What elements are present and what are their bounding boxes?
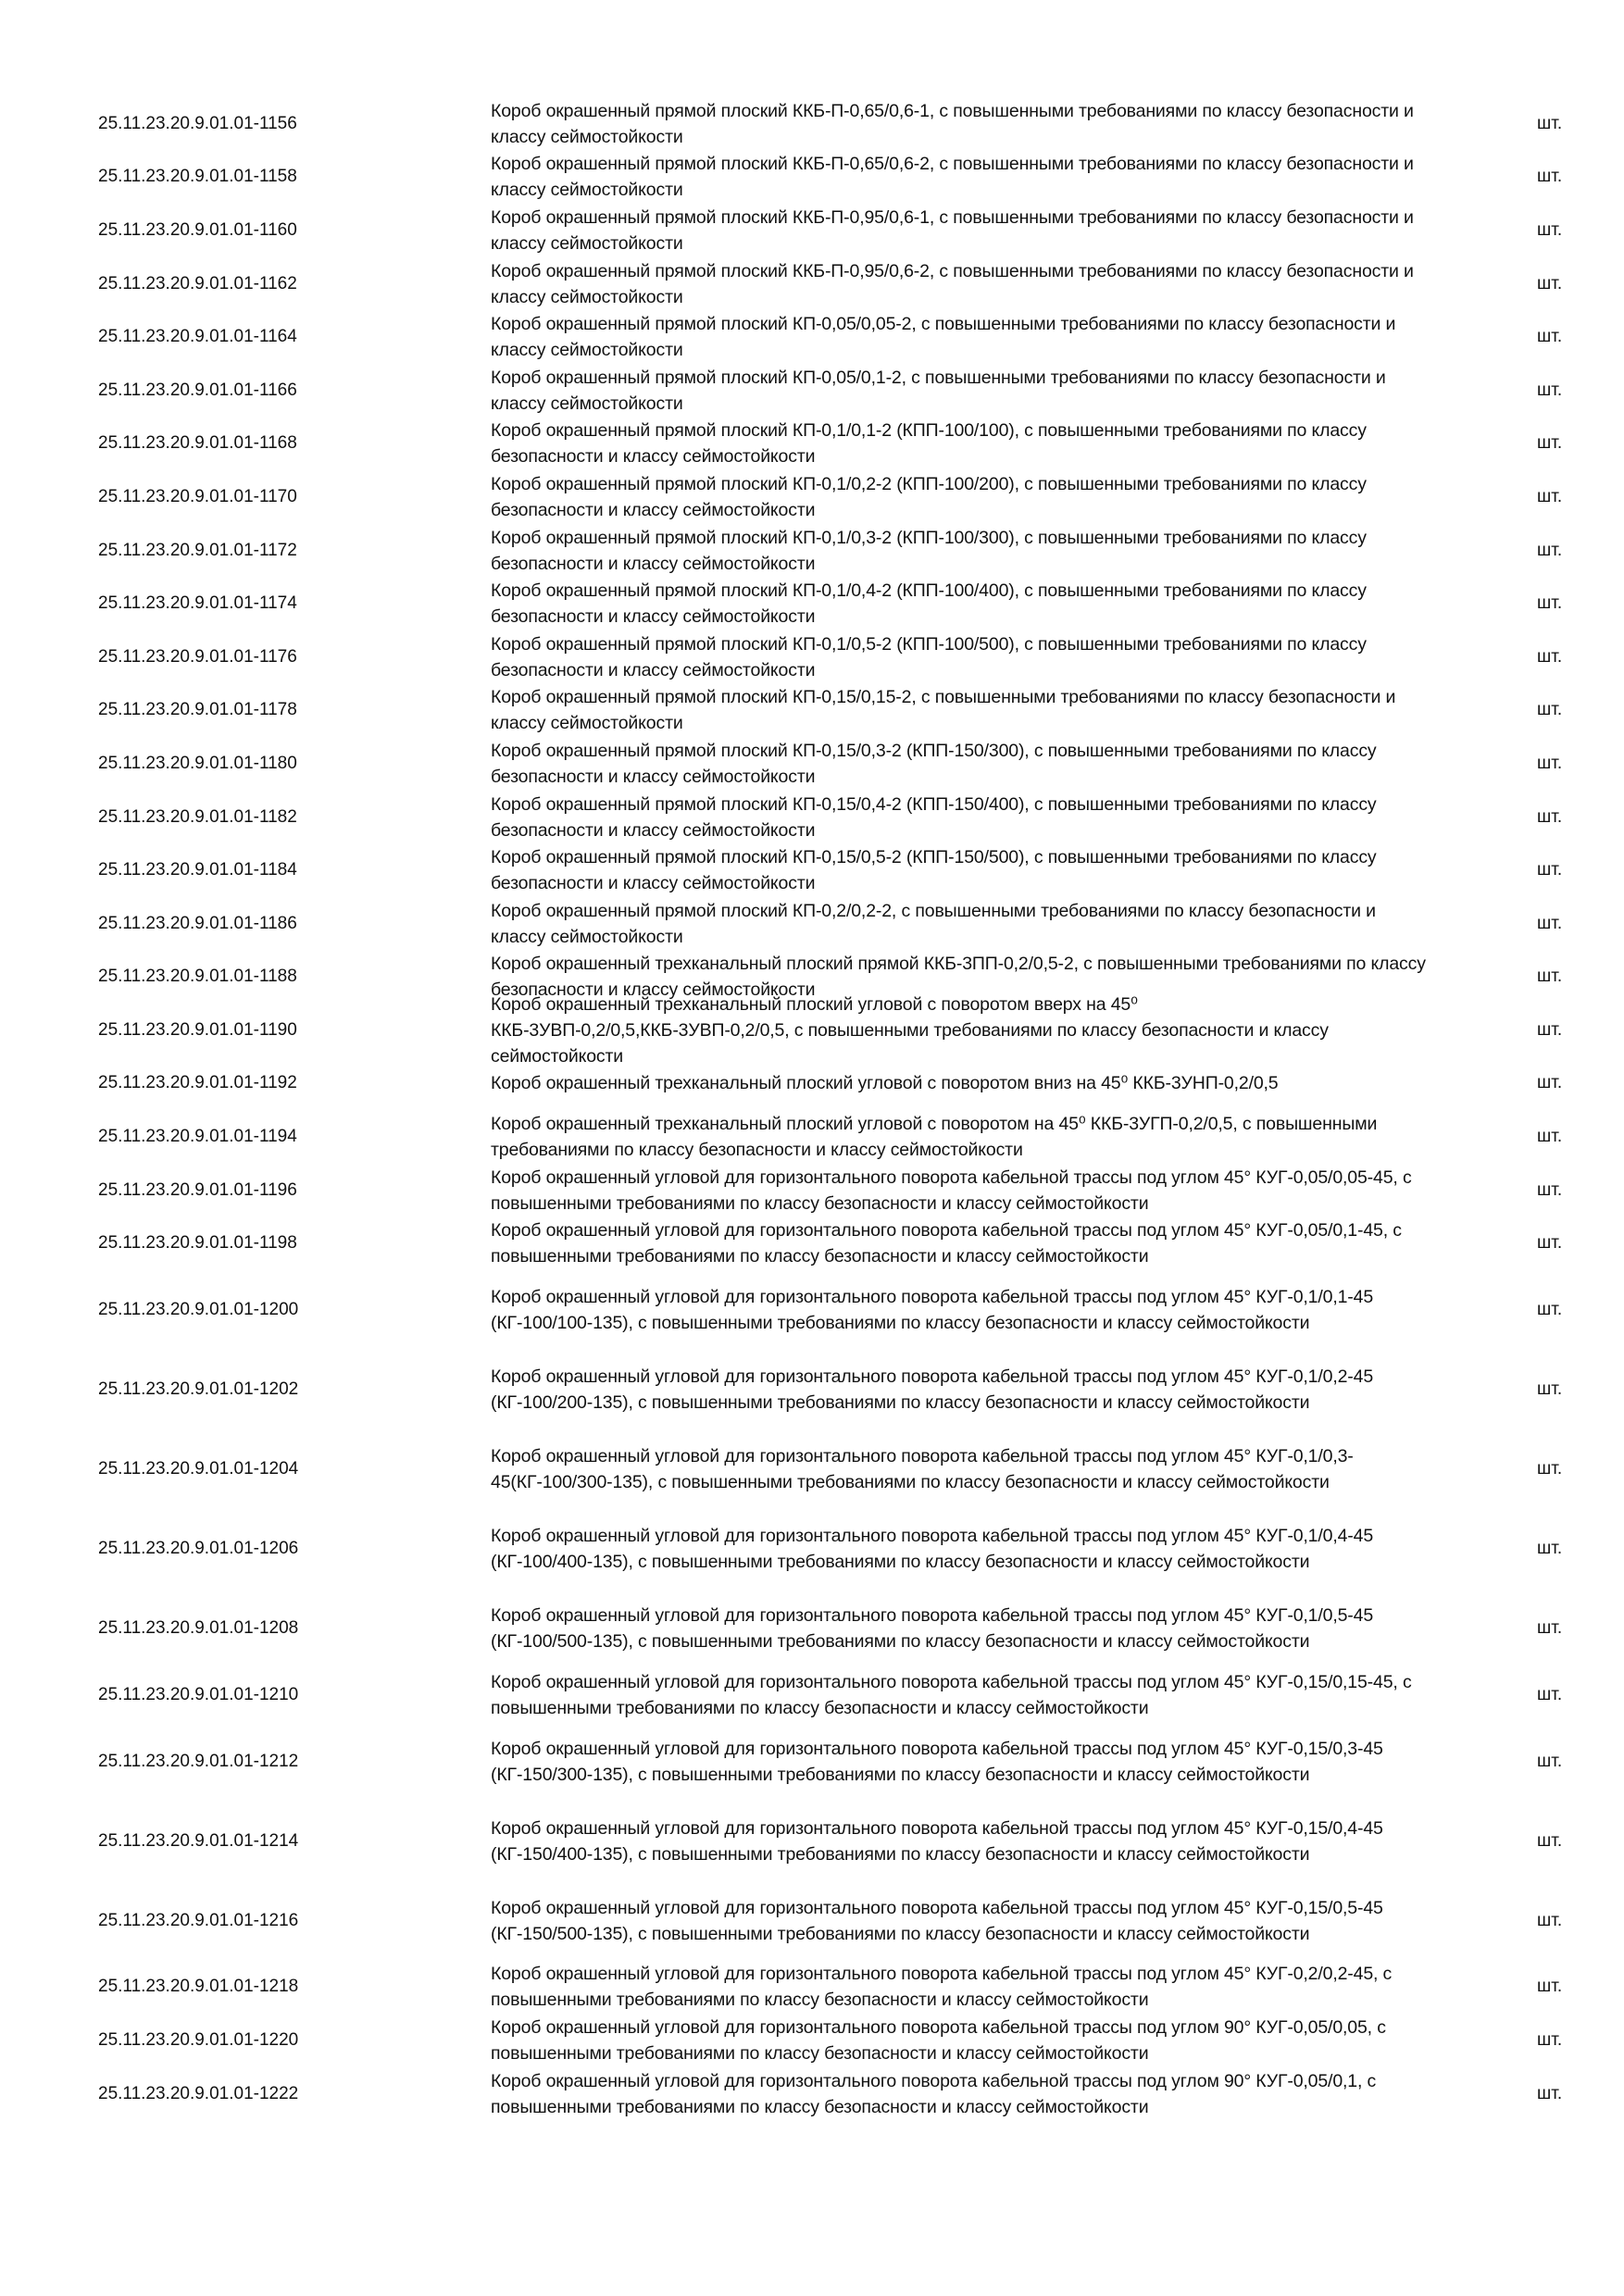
- item-code: 25.11.23.20.9.01.01-1156: [98, 113, 297, 133]
- item-code: 25.11.23.20.9.01.01-1174: [98, 593, 297, 614]
- item-unit: шт.: [1537, 273, 1563, 293]
- table-row: [0, 310, 1624, 364]
- item-description: Короб окрашенный угловой для горизонтального поворота кабельной трассы под углом 45° КУГ-0,05/0,1-45, с повышенными требованиями по классу безопасности и классу сеймостойкости: [491, 1220, 1402, 1267]
- item-unit: шт.: [1537, 327, 1563, 347]
- item-code: 25.11.23.20.9.01.01-1178: [98, 700, 297, 720]
- item-description: Короб окрашенный прямой плоский КП-0,05/0,1-2, с повышенными требованиями по классу безопасности и классу сеймостойкости: [491, 367, 1386, 414]
- item-description: Короб окрашенный прямой плоский ККБ-П-0,95/0,6-2, с повышенными требованиями по классу безопасности и классу сеймостойкости: [491, 260, 1414, 307]
- item-unit: шт.: [1537, 1684, 1563, 1704]
- item-unit: шт.: [1537, 1073, 1563, 1093]
- item-unit: шт.: [1537, 806, 1563, 827]
- table-row: [0, 1350, 1624, 1429]
- item-unit: шт.: [1537, 1910, 1563, 1930]
- item-description: Короб окрашенный прямой плоский КП-0,1/0,1-2 (КПП-100/100), с повышенными требованиями по классу безопасности и классу сеймостойкости: [491, 420, 1367, 468]
- item-code: 25.11.23.20.9.01.01-1200: [98, 1300, 299, 1320]
- item-code: 25.11.23.20.9.01.01-1164: [98, 327, 297, 347]
- item-description: Короб окрашенный угловой для горизонтального поворота кабельной трассы под углом 45° КУГ-0,2/0,2-45, с повышенными требованиями по классу безопасности и классу сеймостойкости: [491, 1964, 1393, 2011]
- item-code: 25.11.23.20.9.01.01-1206: [98, 1539, 299, 1559]
- item-description: Короб окрашенный прямой плоский КП-0,15/0,15-2, с повышенными требованиями по классу безопасности и классу сеймостойкости: [491, 687, 1396, 734]
- item-description: Короб окрашенный прямой плоский КП-0,15/0,5-2 (КПП-150/500), с повышенными требованиями по классу безопасности и классу сеймостойкости: [491, 847, 1377, 894]
- table-row: [0, 1961, 1624, 2015]
- item-unit: шт.: [1537, 380, 1563, 400]
- table-row: [0, 1722, 1624, 1802]
- item-unit: шт.: [1537, 1179, 1563, 1200]
- item-unit: шт.: [1537, 1300, 1563, 1320]
- table-row: [0, 418, 1624, 471]
- item-description: Короб окрашенный угловой для горизонтального поворота кабельной трассы под углом 45° КУГ-0,1/0,2-45 (КГ-100/200-135), с повышенными требованиями по классу безопасности и классу сеймостойкости: [491, 1366, 1374, 1414]
- item-unit: шт.: [1537, 113, 1563, 133]
- item-unit: шт.: [1537, 1618, 1563, 1639]
- table-row: [0, 257, 1624, 311]
- table-row: [0, 630, 1624, 684]
- item-unit: шт.: [1537, 1830, 1563, 1851]
- item-unit: шт.: [1537, 967, 1563, 987]
- item-unit: шт.: [1537, 433, 1563, 454]
- table-row: [0, 1429, 1624, 1509]
- item-code: 25.11.23.20.9.01.01-1168: [98, 433, 297, 454]
- item-unit: шт.: [1537, 646, 1563, 667]
- item-unit: шт.: [1537, 1019, 1563, 1040]
- table-row: [0, 1110, 1624, 1164]
- item-code: 25.11.23.20.9.01.01-1196: [98, 1179, 297, 1200]
- item-code: 25.11.23.20.9.01.01-1176: [98, 646, 297, 667]
- item-description: Короб окрашенный угловой для горизонтального поворота кабельной трассы под углом 45° КУГ-0,15/0,15-45, с повышенными требованиями по классу безопасности и классу сеймостойкости: [491, 1671, 1412, 1718]
- document-page: [0, 97, 1624, 2120]
- item-description: Короб окрашенный трехканальный плоский угловой с поворотом вверх на 45⁰ ККБ-3УВП-0,2/0,5,ККБ-3УВП-0,2/0,5, с повышенными требованиями по классу безопасности и классу сеймостойкости: [491, 993, 1329, 1067]
- item-description: Короб окрашенный прямой плоский КП-0,2/0,2-2, с повышенными требованиями по классу безопасности и классу сеймостойкости: [491, 900, 1376, 947]
- item-unit: шт.: [1537, 1751, 1563, 1771]
- item-description: Короб окрашенный угловой для горизонтального поворота кабельной трассы под углом 90° КУГ-0,05/0,1, с повышенными требованиями по классу безопасности и классу сеймостойкости: [491, 2070, 1377, 2117]
- item-code: 25.11.23.20.9.01.01-1194: [98, 1127, 297, 1147]
- item-code: 25.11.23.20.9.01.01-1180: [98, 753, 297, 773]
- item-code: 25.11.23.20.9.01.01-1216: [98, 1910, 299, 1930]
- item-unit: шт.: [1537, 753, 1563, 773]
- table-row: [0, 737, 1624, 791]
- item-code: 25.11.23.20.9.01.01-1182: [98, 806, 297, 827]
- item-code: 25.11.23.20.9.01.01-1166: [98, 380, 297, 400]
- item-description: Короб окрашенный прямой плоский КП-0,15/0,3-2 (КПП-150/300), с повышенными требованиями по классу безопасности и классу сеймостойкости: [491, 740, 1377, 787]
- item-unit: шт.: [1537, 700, 1563, 720]
- item-code: 25.11.23.20.9.01.01-1162: [98, 273, 297, 293]
- item-code: 25.11.23.20.9.01.01-1222: [98, 2083, 299, 2103]
- table-row: [0, 1509, 1624, 1589]
- item-code: 25.11.23.20.9.01.01-1212: [98, 1751, 299, 1771]
- item-unit: шт.: [1537, 2030, 1563, 2051]
- item-code: 25.11.23.20.9.01.01-1220: [98, 2030, 299, 2051]
- item-unit: шт.: [1537, 486, 1563, 506]
- item-unit: шт.: [1537, 1977, 1563, 1997]
- item-unit: шт.: [1537, 913, 1563, 933]
- item-code: 25.11.23.20.9.01.01-1158: [98, 167, 297, 187]
- item-unit: шт.: [1537, 167, 1563, 187]
- item-unit: шт.: [1537, 1459, 1563, 1479]
- item-description: Короб окрашенный угловой для горизонтального поворота кабельной трассы под углом 45° КУГ-0,05/0,05-45, с повышенными требованиями по классу безопасности и классу сеймостойкости: [491, 1167, 1412, 1214]
- item-description: Короб окрашенный угловой для горизонтального поворота кабельной трассы под углом 90° КУГ-0,05/0,05, с повышенными требованиями по классу безопасности и классу сеймостойкости: [491, 2017, 1386, 2065]
- item-description: Короб окрашенный угловой для горизонтального поворота кабельной трассы под углом 45° КУГ-0,1/0,4-45 (КГ-100/400-135), с повышенными требованиями по классу безопасности и классу сеймостойкости: [491, 1526, 1374, 1573]
- table-row: [0, 1802, 1624, 1881]
- item-unit: шт.: [1537, 2083, 1563, 2103]
- table-row: [0, 1881, 1624, 1961]
- item-code: 25.11.23.20.9.01.01-1188: [98, 967, 297, 987]
- item-code: 25.11.23.20.9.01.01-1170: [98, 486, 297, 506]
- table-row: [0, 364, 1624, 418]
- table-row: [0, 1668, 1624, 1722]
- table-row: [0, 684, 1624, 738]
- item-unit: шт.: [1537, 593, 1563, 614]
- table-row: [0, 151, 1624, 205]
- item-description: Короб окрашенный прямой плоский КП-0,1/0,4-2 (КПП-100/400), с повышенными требованиями по классу безопасности и классу сеймостойкости: [491, 580, 1367, 628]
- item-description: Короб окрашенный прямой плоский КП-0,1/0,3-2 (КПП-100/300), с повышенными требованиями по классу безопасности и классу сеймостойкости: [491, 527, 1367, 574]
- item-code: 25.11.23.20.9.01.01-1160: [98, 219, 297, 240]
- table-row: [0, 791, 1624, 844]
- item-description: Короб окрашенный угловой для горизонтального поворота кабельной трассы под углом 45° КУГ-0,15/0,3-45 (КГ-150/300-135), с повышенными требованиями по классу безопасности и классу сеймостойкости: [491, 1738, 1383, 1785]
- item-code: 25.11.23.20.9.01.01-1218: [98, 1977, 299, 1997]
- table-row: [0, 2067, 1624, 2121]
- item-unit: шт.: [1537, 540, 1563, 560]
- item-code: 25.11.23.20.9.01.01-1204: [98, 1459, 299, 1479]
- item-description: Короб окрашенный прямой плоский ККБ-П-0,65/0,6-1, с повышенными требованиями по классу безопасности и классу сеймостойкости: [491, 100, 1414, 147]
- item-code: 25.11.23.20.9.01.01-1214: [98, 1830, 299, 1851]
- item-description: Короб окрашенный угловой для горизонтального поворота кабельной трассы под углом 45° КУГ-0,1/0,3-45(КГ-100/300-135), с повышенными требованиями по классу безопасности и классу сеймостойкости: [491, 1446, 1354, 1493]
- table-row: [0, 577, 1624, 630]
- item-description: Короб окрашенный прямой плоский КП-0,05/0,05-2, с повышенными требованиями по классу безопасности и классу сеймостойкости: [491, 314, 1396, 361]
- item-description: Короб окрашенный трехканальный плоский угловой с поворотом вниз на 45⁰ ККБ-3УНП-0,2/0,5: [491, 1073, 1279, 1094]
- item-code: 25.11.23.20.9.01.01-1208: [98, 1618, 299, 1639]
- item-description: Короб окрашенный прямой плоский ККБ-П-0,95/0,6-1, с повышенными требованиями по классу безопасности и классу сеймостойкости: [491, 206, 1414, 254]
- table-row: [0, 843, 1624, 897]
- table-row: [0, 524, 1624, 578]
- item-description: Короб окрашенный трехканальный плоский прямой ККБ-3ПП-0,2/0,5-2, с повышенными требованиями по классу безопасности и классу сеймостойкости: [491, 954, 1426, 1001]
- price-table: [0, 97, 1624, 2120]
- item-unit: шт.: [1537, 1379, 1563, 1400]
- item-description: Короб окрашенный прямой плоский КП-0,1/0,5-2 (КПП-100/500), с повышенными требованиями по классу безопасности и классу сеймостойкости: [491, 633, 1367, 680]
- item-description: Короб окрашенный прямой плоский КП-0,1/0,2-2 (КПП-100/200), с повышенными требованиями по классу безопасности и классу сеймостойкости: [491, 473, 1367, 520]
- item-code: 25.11.23.20.9.01.01-1172: [98, 540, 297, 560]
- item-description: Короб окрашенный угловой для горизонтального поворота кабельной трассы под углом 45° КУГ-0,1/0,1-45 (КГ-100/100-135), с повышенными требованиями по классу безопасности и классу сеймостойкости: [491, 1287, 1374, 1334]
- item-unit: шт.: [1537, 1539, 1563, 1559]
- table-row: [0, 993, 1624, 1067]
- table-row: [0, 1164, 1624, 1217]
- item-code: 25.11.23.20.9.01.01-1198: [98, 1233, 297, 1254]
- item-description: Короб окрашенный угловой для горизонтального поворота кабельной трассы под углом 45° КУГ-0,1/0,5-45 (КГ-100/500-135), с повышенными требованиями по классу безопасности и классу сеймостойкости: [491, 1605, 1374, 1653]
- table-row: [0, 204, 1624, 257]
- item-code: 25.11.23.20.9.01.01-1190: [98, 1019, 297, 1040]
- item-code: 25.11.23.20.9.01.01-1186: [98, 913, 297, 933]
- item-unit: шт.: [1537, 860, 1563, 880]
- item-unit: шт.: [1537, 1127, 1563, 1147]
- item-unit: шт.: [1537, 1233, 1563, 1254]
- item-code: 25.11.23.20.9.01.01-1210: [98, 1684, 299, 1704]
- item-code: 25.11.23.20.9.01.01-1202: [98, 1379, 299, 1400]
- table-row: [0, 1589, 1624, 1668]
- item-description: Короб окрашенный угловой для горизонтального поворота кабельной трассы под углом 45° КУГ-0,15/0,4-45 (КГ-150/400-135), с повышенными требованиями по классу безопасности и классу сеймостойкости: [491, 1817, 1383, 1865]
- table-row: [0, 97, 1624, 151]
- item-unit: шт.: [1537, 219, 1563, 240]
- table-row: [0, 1217, 1624, 1270]
- item-description: Короб окрашенный трехканальный плоский угловой с поворотом на 45⁰ ККБ-3УГП-0,2/0,5, с повышенными требованиями по классу безопасности и классу сеймостойкости: [491, 1114, 1378, 1161]
- table-row: [0, 1270, 1624, 1350]
- item-code: 25.11.23.20.9.01.01-1192: [98, 1073, 297, 1093]
- item-description: Короб окрашенный прямой плоский КП-0,15/0,4-2 (КПП-150/400), с повышенными требованиями по классу безопасности и классу сеймостойкости: [491, 793, 1377, 841]
- table-row: [0, 2014, 1624, 2067]
- table-row: [0, 470, 1624, 524]
- table-row: [0, 897, 1624, 951]
- item-code: 25.11.23.20.9.01.01-1184: [98, 860, 297, 880]
- item-description: Короб окрашенный угловой для горизонтального поворота кабельной трассы под углом 45° КУГ-0,15/0,5-45 (КГ-150/500-135), с повышенными требованиями по классу безопасности и классу сеймостойкости: [491, 1897, 1383, 1944]
- item-description: Короб окрашенный прямой плоский ККБ-П-0,65/0,6-2, с повышенными требованиями по классу безопасности и классу сеймостойкости: [491, 154, 1414, 201]
